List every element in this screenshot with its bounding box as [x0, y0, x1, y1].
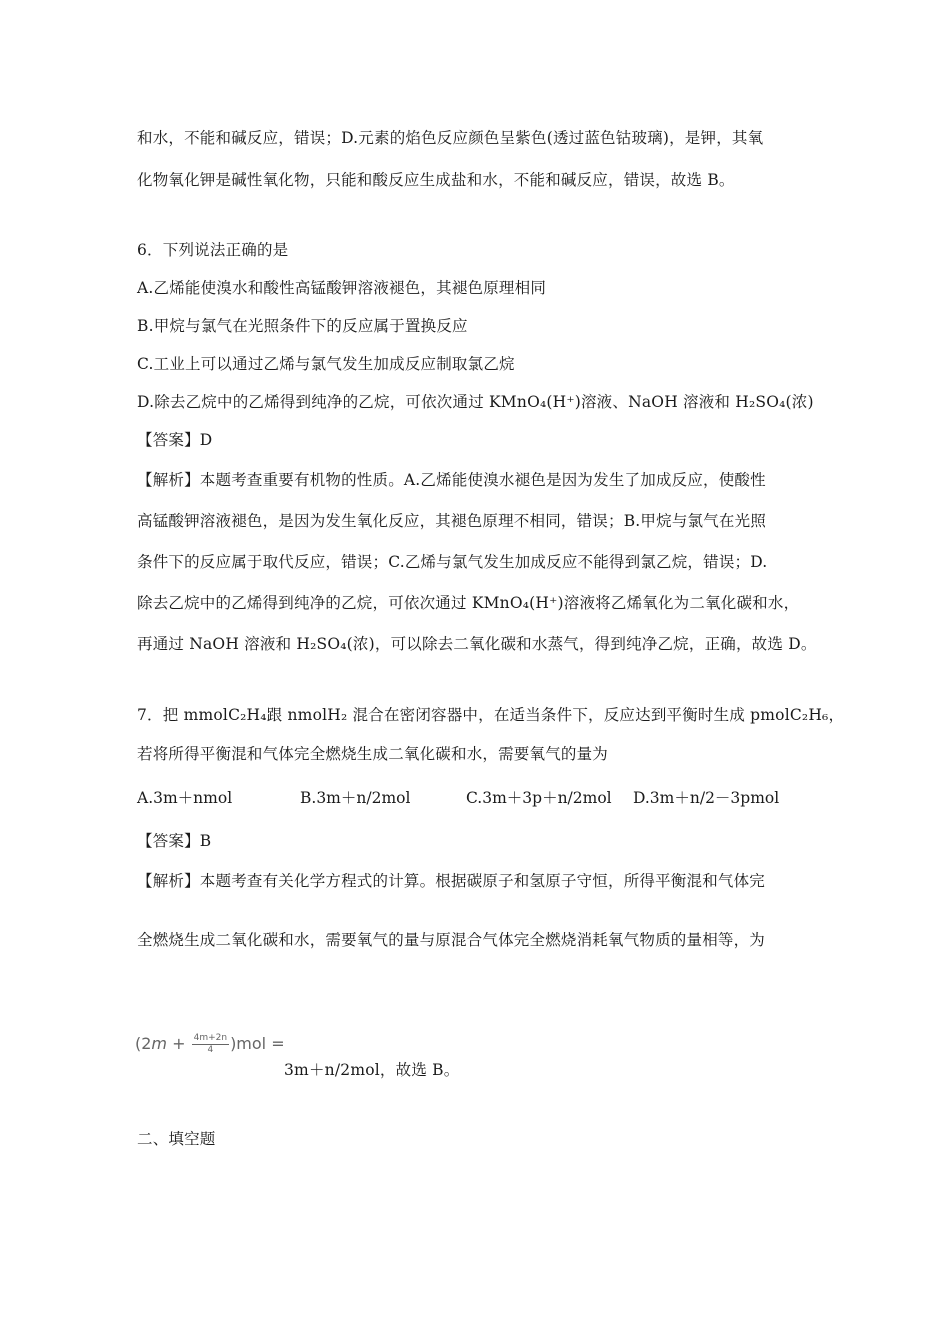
formula-variable: m: [151, 1034, 168, 1053]
q7-analysis-line: 全燃烧生成二氧化碳和水，需要氧气的量与原混合气体完全燃烧消耗氧气物质的量相等，为: [137, 931, 766, 949]
q7-formula-image: [135, 1033, 285, 1056]
q6-analysis-line: 高锰酸钾溶液褪色，是因为发生氧化反应，其褪色原理不相同，错误；B.甲烷与氯气在光照: [137, 512, 767, 530]
q6-analysis-line: 除去乙烷中的乙烯得到纯净的乙烷，可依次通过 KMnO₄(H⁺)溶液将乙烯氧化为二氧化碳和水，: [137, 594, 800, 612]
q7-option-c: C.3m＋3p＋n/2mol: [466, 789, 612, 807]
q7-analysis-line: 【解析】本题考查有关化学方程式的计算。根据碳原子和氢原子守恒，所得平衡混和气体完: [137, 872, 766, 890]
q6-analysis-line: 再通过 NaOH 溶液和 H₂SO₄(浓)，可以除去二氧化碳和水蒸气，得到纯净乙烷，正确，故选 D。: [137, 635, 817, 653]
fraction-denominator: 4: [207, 1045, 214, 1055]
q7-stem-line: 若将所得平衡混和气体完全燃烧生成二氧化碳和水，需要氧气的量为: [137, 745, 609, 763]
formula-fraction: [192, 1033, 229, 1056]
q7-option-d: D.3m＋n/2－3pmol: [633, 789, 780, 807]
q5-analysis-line: 化物氧化钾是碱性氧化物，只能和酸反应生成盐和水，不能和碱反应，错误，故选 B。: [137, 171, 735, 189]
q6-option-c: C.工业上可以通过乙烯与氯气发生加成反应制取氯乙烷: [137, 355, 515, 373]
fraction-numerator: 4m+2n: [193, 1033, 228, 1043]
q7-answer: 【答案】B: [137, 832, 212, 850]
section-heading: 二、填空题: [137, 1130, 216, 1148]
formula-plus: +: [167, 1034, 191, 1053]
q6-option-d: D.除去乙烷中的乙烯得到纯净的乙烷，可依次通过 KMnO₄(H⁺)溶液、NaOH 溶液和 H₂SO₄(浓): [137, 393, 814, 411]
formula-close: )mol =: [230, 1034, 285, 1053]
formula-open: (2: [135, 1034, 152, 1053]
q7-option-a: A.3m＋nmol: [137, 789, 233, 807]
q6-option-b: B.甲烷与氯气在光照条件下的反应属于置换反应: [137, 317, 468, 335]
q6-answer: 【答案】D: [137, 431, 213, 449]
q6-option-a: A.乙烯能使溴水和酸性高锰酸钾溶液褪色，其褪色原理相同: [137, 279, 547, 297]
q7-conclusion: 3m＋n/2mol，故选 B。: [284, 1061, 460, 1079]
q7-stem-line: 7．把 mmolC₂H₄跟 nmolH₂ 混合在密闭容器中，在适当条件下，反应达到平衡时生成 pmolC₂H₆，: [137, 706, 845, 724]
q6-analysis-line: 【解析】本题考查重要有机物的性质。A.乙烯能使溴水褪色是因为发生了加成反应，使酸性: [137, 471, 766, 489]
q7-option-b: B.3m＋n/2mol: [300, 789, 411, 807]
q6-analysis-line: 条件下的反应属于取代反应，错误；C.乙烯与氯气发生加成反应不能得到氯乙烷，错误；D.: [137, 553, 768, 571]
q5-analysis-line: 和水，不能和碱反应，错误；D.元素的焰色反应颜色呈紫色(透过蓝色钴玻璃)，是钾，其氧: [137, 129, 764, 147]
q6-stem: 6．下列说法正确的是: [137, 241, 289, 259]
